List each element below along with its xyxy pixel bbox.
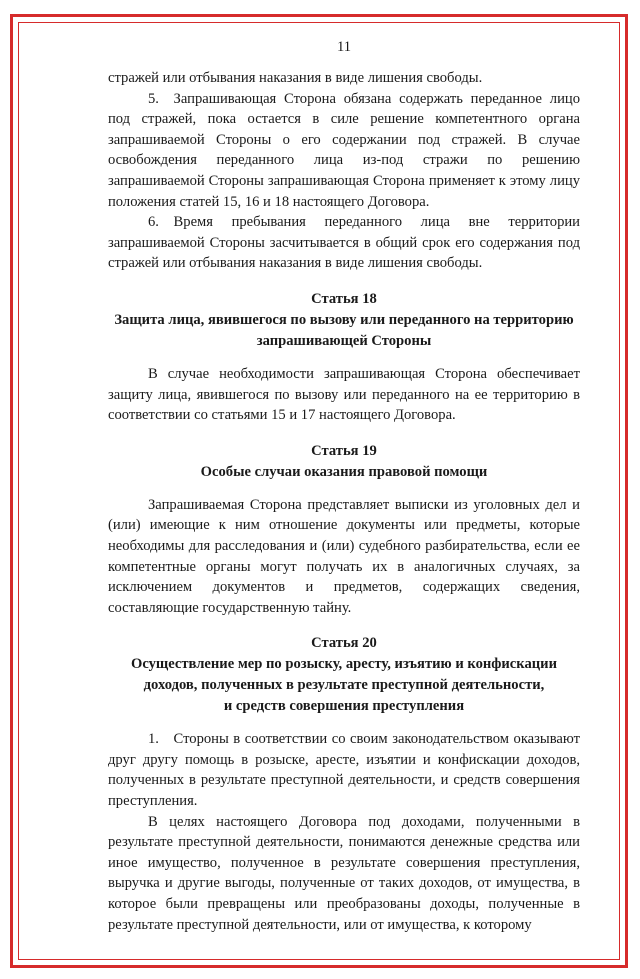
article-heading [108,441,580,483]
page-number: 11 [336,39,352,55]
paragraph: В целях настоящего Договора под доходами, полученными в результате преступной деятельности, понимаются денежные средства или иное имущество, полученное в результате совершения преступления, выручка и другие выгоды, полученные от таких доходов, от имущества, в которое были превращены или преобразованы доходы, полученные в результате преступной деятельности, или от имущества, к которому [108,813,580,933]
paragraph: стражей или отбывания наказания в виде лишения свободы. [108,70,483,86]
article-heading [108,289,580,352]
document-body [108,68,580,935]
page-content [108,38,580,935]
article-number: Статья 20 [311,635,377,652]
article-number: Статья 18 [311,290,377,307]
article-title-line: и средств совершения преступления [223,698,465,715]
article-title-line: Особые случаи оказания правовой помощи [200,463,488,480]
article-number: Статья 19 [311,442,377,459]
paragraph: В случае необходимости запрашивающая Сторона обеспечивает защиту лица, явившегося по вызову или переданного на ее территорию в соответствии со статьями 15 и 17 настоящего Договора. [108,365,580,424]
paragraph: 5. Запрашивающая Сторона обязана содержать переданное лицо под стражей, пока остается в силе решение компетентного органа запрашиваемой Стороны о его содержании под стражей. В случае освобождения переданного лица из-под стражи по решению запрашиваемой Стороны запрашивающая Сторона применяет к этому лицу положения статей 15, 16 и 18 настоящего Договора. [108,90,580,210]
paragraph: 6. Время пребывания переданного лица вне территории запрашиваемой Стороны засчитывается в общий срок его содержания под стражей или отбывания наказания в виде лишения свободы. [108,214,580,272]
article-title-line: Защита лица, явившегося по вызову или переданного на территорию [114,311,574,328]
article-title-line: запрашивающей Стороны [256,332,432,349]
article-title-line: Осуществление мер по розыску, аресту, изъятию и конфискации [130,656,557,673]
paragraph: 1. Стороны в соответствии со своим законодательством оказывают друг другу помощь в розыске, аресте, изъятии и конфискации доходов, полученных в результате преступной деятельности, и средств совершения преступления. [108,731,580,810]
paragraph: Запрашиваемая Сторона представляет выписки из уголовных дел и (или) имеющие к ним отношение документы или предметы, которые необходимы для расследования и (или) судебного разбирательства, если ее компетентные органы могут получать их в аналогичных случаях, за исключением документов и предметов, содержащих сведения, составляющие государственную тайну. [108,496,580,616]
article-heading [108,633,580,717]
article-title-line: доходов, полученных в результате преступной деятельности, [143,677,545,694]
